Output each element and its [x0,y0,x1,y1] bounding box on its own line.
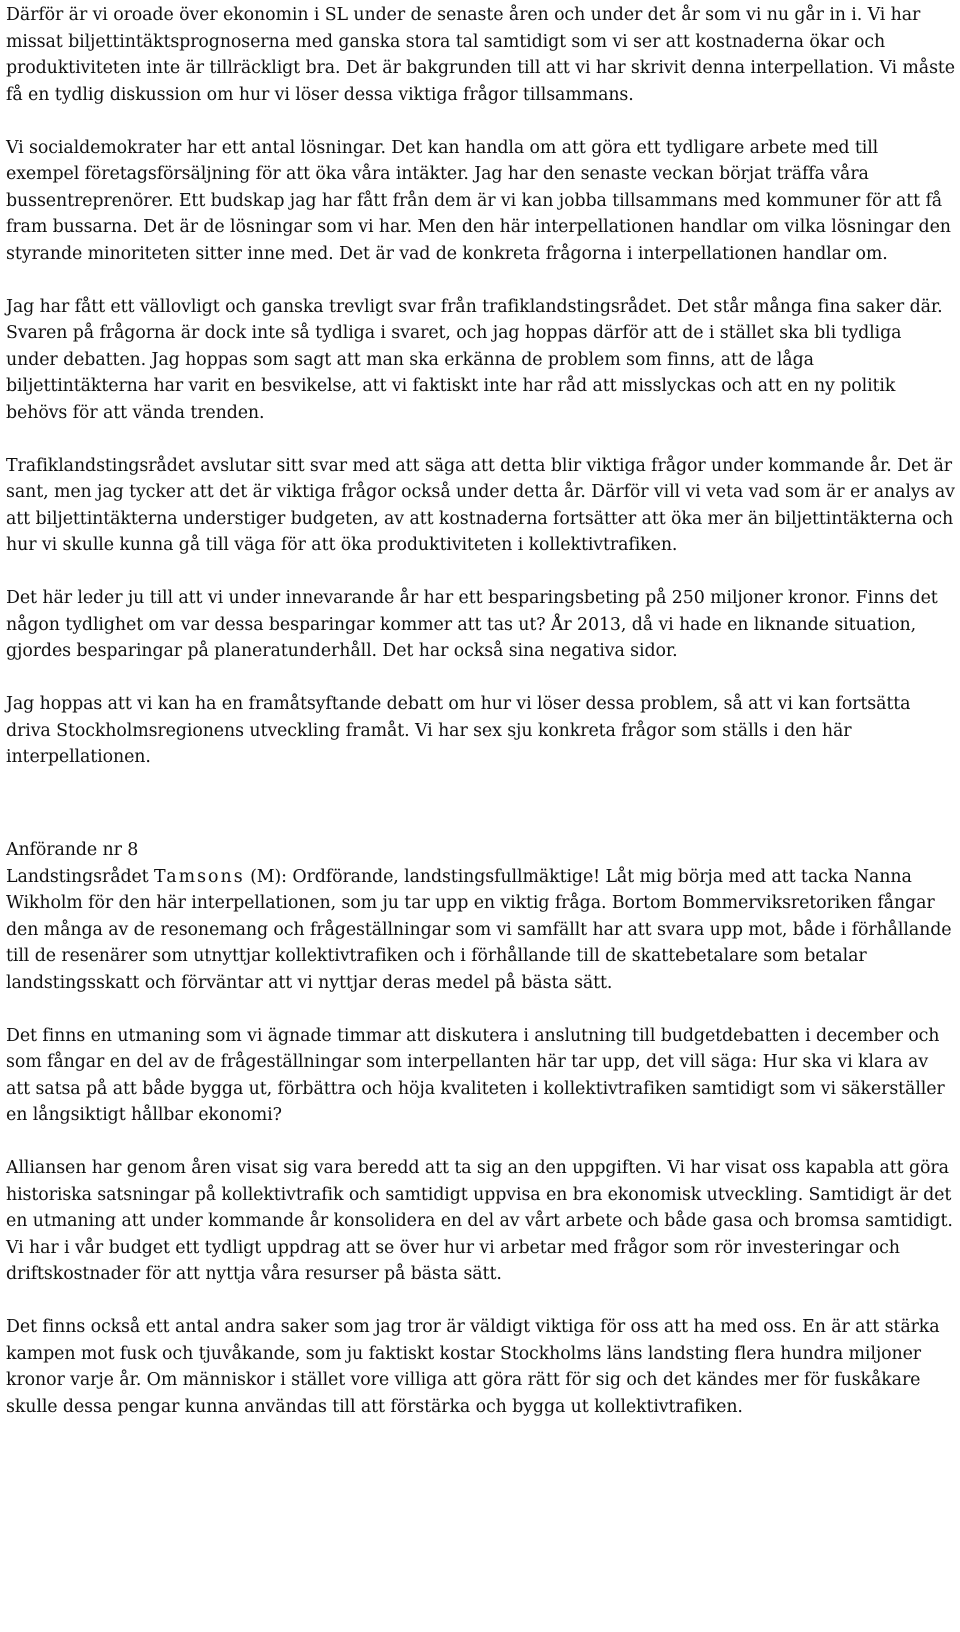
speech-opening-paragraph [6,864,956,997]
paragraph: Jag har fått ett vällovligt och ganska trevligt svar från trafiklandstingsrådet. Det står många fina saker där. Svaren på frågorna är dock inte så tydliga i svaret, och jag hoppas därför att de i stället ska bli tydliga under debatten. Jag hoppas som sagt att man ska erkänna de problem som finns, att de låga biljettintäkterna har varit en besvikelse, att vi faktiskt inte har råd att misslyckas och att en ny politik behövs för att vända trenden. [6,296,943,423]
paragraph: Det finns också ett antal andra saker som jag tror är väldigt viktiga för oss att ha med oss. En är att stärka kampen mot fusk och tjuvåkande, som ju faktiskt kostar Stockholms läns landsting flera hundra miljoner kronor varje år. Om människor i stället vore villiga att göra rätt för sig och det kändes mer för fuskåkare skulle dessa pengar kunna användas till att förstärka och bygga ut kollektivtrafiken. [6,1317,940,1417]
paragraph: Det finns en utmaning som vi ägnade timmar att diskutera i anslutning till budgetdebatten i december och som fångar en del av de frågeställningar som interpellanten här tar upp, det vill säga: Hur ska vi klara av att satsa på att både bygga ut, förbättra och höja kvaliteten i kollektivtrafiken samtidigt som vi säkerställer en långsiktigt hållbar ekonomi? [6,1025,945,1125]
paragraph: Därför är vi oroade över ekonomin i SL under de senaste åren och under det år som vi nu går in i. Vi har missat biljettintäktsprognoserna med ganska stora tal samtidigt som vi ser att kostnaderna ökar och produktiviteten inte är tillräckligt bra. Det är bakgrunden till att vi har skrivit denna interpellation. Vi måste få en tydlig diskussion om hur vi löser dessa viktiga frågor tillsammans. [6,5,955,105]
speech-block [6,837,956,996]
paragraph: Alliansen har genom åren visat sig vara beredd att ta sig an den uppgiften. Vi har visat oss kapabla att göra historiska satsningar på kollektivtrafik och samtidigt uppvisa en bra ekonomisk utveckling. Samtidigt är det en utmaning att under kommande år konsolidera en del av vårt arbete och både gasa och bromsa samtidigt. Vi har i vår budget ett tydligt uppdrag att se över hur vi arbetar med frågor som rör investeringar och driftskostnader för att nyttja våra resurser på bästa sätt. [6,1158,953,1284]
speaker-name: Tamsons [154,866,245,887]
speech-opening-text: (M): Ordförande, landstingsfullmäktige! Låt mig börja med att tacka Nanna Wikholm för den här interpellationen, som ju tar upp en viktig fråga. Bortom Bommerviksretoriken fångar den många av de resonemang och frågeställningar som vi samfällt har att svara upp mot, både i förhållande till de resenärer som utnyttjar kollektivtrafiken och i förhållande till de skattebetalare som betalar landstingsskatt och förväntar att vi nyttjar deras medel på bästa sätt. [6,866,952,993]
paragraph: Jag hoppas att vi kan ha en framåtsyftande debatt om hur vi löser dessa problem, så att vi kan fortsätta driva Stockholmsregionens utveckling framåt. Vi har sex sju konkreta frågor som ställs i den här interpellationen. [6,694,911,767]
document-page [6,2,956,1447]
paragraph: Vi socialdemokrater har ett antal lösningar. Det kan handla om att göra ett tydligare arbete med till exempel företagsförsäljning för att öka våra intäkter. Jag har den senaste veckan börjat träffa våra bussentreprenörer. Ett budskap jag har fått från dem är vi kan jobba tillsammans med kommuner för att få fram bussarna. Det är de lösningar som vi har. Men den här interpellationen handlar om vilka lösningar den styrande minoriteten sitter inne med. Det är vad de konkreta frågorna i interpellationen handlar om. [6,137,951,264]
paragraph: Det här leder ju till att vi under innevarande år har ett besparingsbeting på 250 miljoner kronor. Finns det någon tydlighet om var dessa besparingar kommer att tas ut? År 2013, då vi hade en liknande situation, gjordes besparingar på planeratunderhåll. Det har också sina negativa sidor. [6,588,938,661]
section-spacer [6,797,956,837]
speaker-title: Landstingsrådet [6,866,155,887]
speech-heading: Anförande nr 8 [6,840,139,860]
paragraph: Trafiklandstingsrådet avslutar sitt svar med att säga att detta blir viktiga frågor under kommande år. Det är sant, men jag tycker att det är viktiga frågor också under detta år. Därför vill vi veta vad som är er analys av att biljettintäkterna understiger budgeten, av att kostnaderna fortsätter att öka mer än biljettintäkterna och hur vi skulle kunna gå till väga för att öka produktiviteten i kollektivtrafiken. [6,455,955,555]
